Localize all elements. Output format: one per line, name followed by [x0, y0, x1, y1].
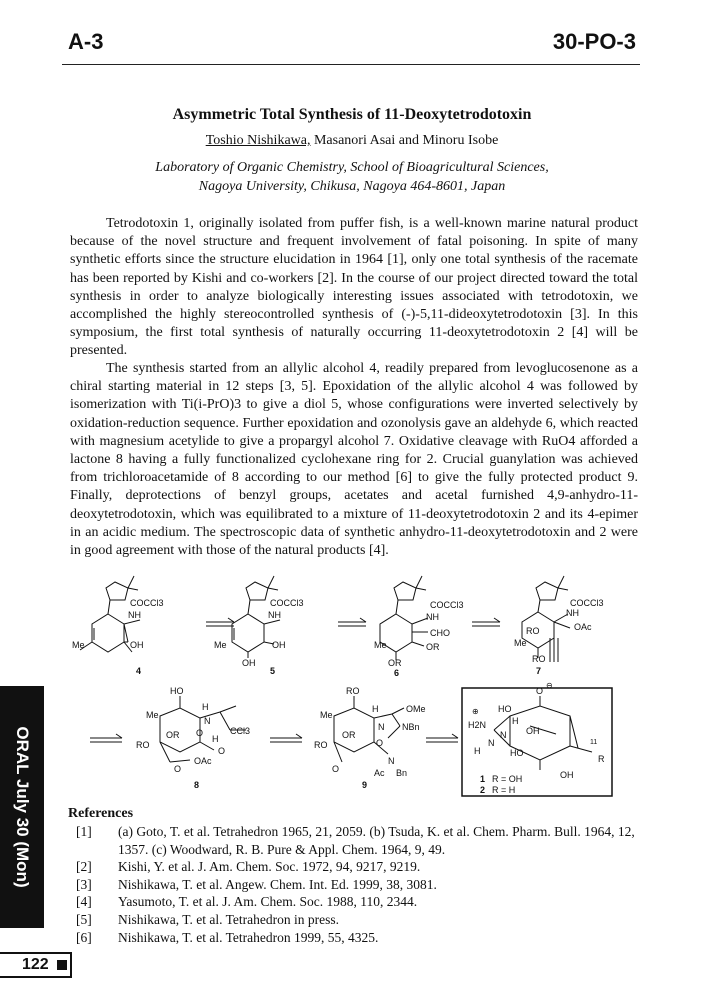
compound-number-1: 1 — [480, 774, 486, 784]
c8-label-h-1: H — [202, 702, 209, 712]
c5-label-oh-1: OH — [272, 640, 286, 650]
author-line — [0, 133, 704, 149]
session-side-tab — [0, 686, 44, 928]
reference-number: [6] — [76, 929, 92, 945]
references-heading: References — [68, 806, 134, 821]
c6-label-cho: CHO — [430, 628, 450, 638]
reference-number: [4] — [76, 894, 92, 910]
reference-item — [76, 858, 642, 876]
c4-label-me: Me — [72, 640, 85, 650]
target-label-h2n: H2N — [468, 720, 487, 730]
body-paragraph-1: Tetrodotoxin 1, originally isolated from puffer fish, is a well-known marine natural product because of the novel structure and frequent involvement of fatal poisoning. In spite of many synthetic efforts since the structure elucidation in 1964 [1], only one total synthesis of the racemate has been reported by Kishi and co-workers [2]. In the course of our project directed toward the total synthesis in order to analyze biologically interesting issues associated with tetrodotoxin, we accomplished the highly stereocontrolled synthesis of (-)-5,11-dideoxytetrodotoxin [3]. In this symposium, the first total synthesis of naturally occurring 11-deoxytetrodotoxin 2 [4] will be presented. — [70, 216, 638, 359]
body-paragraph-2: The synthesis started from an allylic alcohol 4, readily prepared from levoglucosenone as a chiral starting material in 12 steps [3, 5]. Epoxidation of the allylic alcohol 4 was followed by isomerization with Ti(i-PrO)3 to give a diol 5, whose configurations were inverted selectively by oxidation-reduction sequence. Further epoxidation and ozonolysis gave an aldehyde 6, which reacted with magnesium acetylide to give a propargyl alcohol 7. Oxidative cleavage with RuO4 afforded a lactone 8 having a fully functionalized cyclohexane ring for 2. Crucial guanylation was achieved from trichloroacetamide of 8 according to our method [6] to give the fully protected product 9. Finally, deprotections of benzyl groups, acetates and acetal furnished 4,9-anhydro-11-deoxytetrodotoxin, which was equilibrated to a mixture of 11-deoxytetrodotoxin 2 and its 4-epimer in an acidic medium. The spectroscopic data of synthetic anhydro-11-deoxytetrodotoxin and 2 were in good agreement with those of the natural products [4]. — [70, 361, 638, 559]
c4-label-nh: NH — [128, 610, 141, 620]
page-marker-square — [57, 960, 67, 970]
reference-text: Nishikawa, T. et al. Angew. Chem. Int. Ed. 1999, 38, 3081. — [118, 876, 437, 892]
paper-title: Asymmetric Total Synthesis of 11-Deoxytetrodotoxin — [172, 106, 532, 123]
compound-number-9: 9 — [362, 780, 368, 790]
target-charge-plus: ⊕ — [472, 707, 479, 716]
presenting-author: Toshio Nishikawa, — [205, 133, 311, 148]
c8-label-me: Me — [146, 710, 159, 720]
c9-label-h: H — [372, 704, 379, 714]
c8-label-h-2: H — [212, 734, 219, 744]
c9-label-o-1: O — [376, 738, 384, 748]
reference-item — [76, 929, 642, 947]
reference-number: [2] — [76, 859, 92, 875]
target-label-h-1: H — [512, 716, 519, 726]
co-authors: Masanori Asai and Minoru Isobe — [310, 133, 499, 148]
target-label-ho-1: HO — [498, 704, 512, 714]
c7-label-ro-2: RO — [532, 654, 546, 664]
compound-2-definition: R = H — [492, 785, 516, 795]
reference-item — [76, 911, 642, 929]
synthesis-scheme — [70, 566, 640, 798]
session-side-tab-label: ORAL July 30 (Mon) — [13, 726, 32, 888]
c8-label-ccl3: CCl3 — [230, 726, 251, 736]
target-label-c11: 11 — [590, 739, 598, 746]
session-code: A-3 — [68, 29, 104, 54]
presentation-code: 30-PO-3 — [552, 29, 636, 54]
c9-label-n-1: N — [378, 722, 385, 732]
c9-label-ro-1: RO — [346, 686, 360, 696]
c7-label-nh: NH — [566, 608, 579, 618]
c4-label-coccl3: COCCl3 — [130, 598, 164, 608]
affiliation-line-2: Nagoya University, Chikusa, Nagoya 464-8601, Japan — [198, 179, 506, 194]
c9-label-nbn: NBn — [402, 722, 420, 732]
reference-item — [76, 823, 642, 858]
reference-text: Kishi, Y. et al. J. Am. Chem. Soc. 1972, 94, 9217, 9219. — [118, 859, 421, 875]
target-label-oh-2: OH — [560, 770, 574, 780]
c8-label-or: OR — [166, 730, 180, 740]
c9-label-me: Me — [320, 710, 333, 720]
target-label-n-1: N — [500, 730, 507, 740]
target-label-ho-2: HO — [510, 748, 524, 758]
c7-label-me: Me — [514, 638, 527, 648]
c5-label-nh: NH — [268, 610, 281, 620]
compound-7-structure — [522, 576, 570, 662]
reference-number: [1] — [76, 824, 92, 839]
reference-number: [5] — [76, 911, 92, 927]
c5-label-me: Me — [214, 640, 227, 650]
c9-label-or: OR — [342, 730, 356, 740]
c6-label-or-1: OR — [426, 642, 440, 652]
c6-label-me: Me — [374, 640, 387, 650]
compound-number-4: 4 — [136, 666, 142, 676]
c6-label-coccl3: COCCl3 — [430, 600, 464, 610]
c7-label-coccl3: COCCl3 — [570, 598, 604, 608]
compound-number-7: 7 — [536, 666, 542, 676]
target-label-n-2: N — [488, 738, 495, 748]
c5-label-coccl3: COCCl3 — [270, 598, 304, 608]
c9-label-bn: Bn — [396, 768, 408, 778]
c8-label-o-2: O — [218, 746, 226, 756]
c9-label-n-2: N — [388, 756, 395, 766]
c7-label-ro-1: RO — [526, 626, 540, 636]
references-list — [76, 823, 642, 946]
c8-label-ho: HO — [170, 686, 184, 696]
affiliation-line-1: Laboratory of Organic Chemistry, School of Bioagricultural Sciences, — [155, 160, 549, 175]
c9-label-ro-2: RO — [314, 740, 328, 750]
reference-text: (a) Goto, T. et al. Tetrahedron 1965, 21, 2059. (b) Tsuda, K. et al. Chem. Pharm. Bull. 1964, 12, 1357. (c) Woodward, R. B. Pure & Appl. Chem. 1964, 9, 49. — [118, 824, 635, 857]
c5-label-oh-2: OH — [242, 658, 256, 668]
c8-label-o-1: O — [196, 728, 204, 738]
c9-label-ome: OMe — [406, 704, 426, 714]
compound-number-5: 5 — [270, 666, 276, 676]
c8-label-n: N — [204, 716, 211, 726]
compound-number-6: 6 — [394, 668, 400, 678]
c6-label-or-2: OR — [388, 658, 402, 668]
compound-number-8: 8 — [194, 780, 200, 790]
reference-text: Nishikawa, T. et al. Tetrahedron in press. — [118, 911, 339, 927]
target-label-oh-1: OH — [526, 726, 540, 736]
target-label-h-2: H — [474, 746, 481, 756]
c8-label-ro: RO — [136, 740, 150, 750]
c6-label-nh: NH — [426, 612, 439, 622]
c9-label-ac: Ac — [374, 768, 385, 778]
reference-item — [76, 876, 642, 894]
reference-number: [3] — [76, 876, 92, 892]
c8-label-oac: OAc — [194, 756, 212, 766]
compound-number-2: 2 — [480, 785, 486, 795]
compound-9-structure — [334, 696, 404, 762]
c9-label-o-2: O — [332, 764, 340, 774]
page-number-box — [0, 952, 72, 978]
target-label-o: O — [536, 686, 544, 696]
c7-label-oac: OAc — [574, 622, 592, 632]
target-label-r: R — [598, 754, 605, 764]
reference-text: Nishikawa, T. et al. Tetrahedron 1999, 55, 4325. — [118, 929, 379, 945]
c4-label-oh: OH — [130, 640, 144, 650]
reference-text: Yasumoto, T. et al. J. Am. Chem. Soc. 1988, 110, 2344. — [118, 894, 418, 910]
page-number: 122 — [22, 956, 49, 973]
compound-1-definition: R = OH — [492, 774, 523, 784]
reference-item — [76, 893, 642, 911]
target-charge-minus: ⊖ — [546, 681, 553, 690]
header-rule — [62, 64, 640, 65]
c8-label-o-3: O — [174, 764, 182, 774]
compound-6-structure — [380, 576, 428, 660]
